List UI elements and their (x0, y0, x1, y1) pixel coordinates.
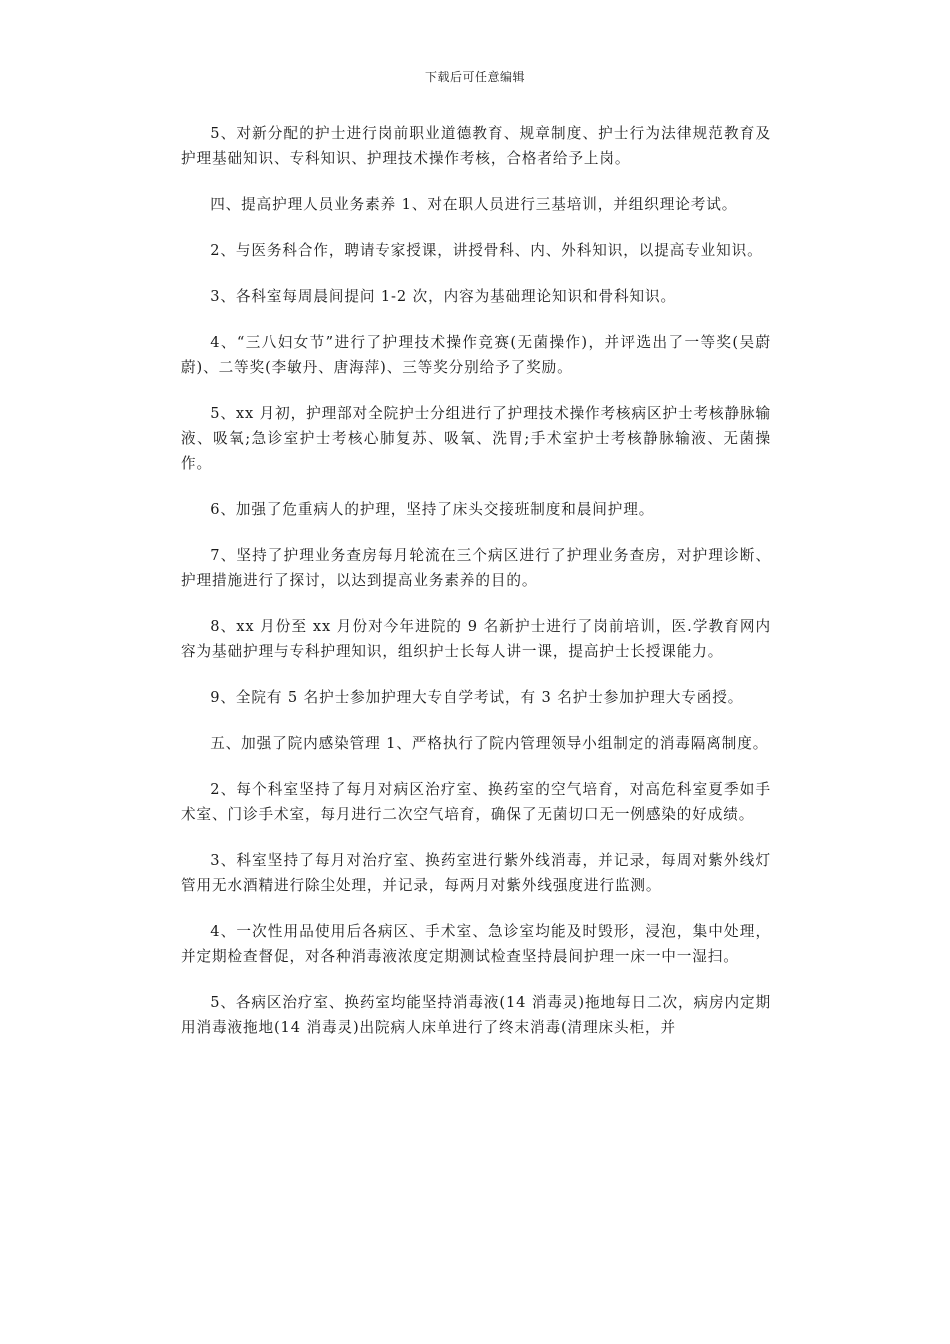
paragraph: 3、科室坚持了每月对治疗室、换药室进行紫外线消毒，并记录，每周对紫外线灯管用无水酒精进行除尘处理，并记录，每两月对紫外线强度进行监测。 (181, 852, 771, 894)
paragraph: 5、对新分配的护士进行岗前职业道德教育、规章制度、护士行为法律规范教育及护理基础知识、专科知识、护理技术操作考核，合格者给予上岗。 (181, 125, 771, 167)
paragraph: 7、坚持了护理业务查房每月轮流在三个病区进行了护理业务查房，对护理诊断、护理措施进行了探讨，以达到提高业务素养的目的。 (181, 547, 771, 589)
paragraph: 3、各科室每周晨间提问 1-2 次，内容为基础理论知识和骨科知识。 (210, 288, 676, 305)
paragraph: 2、每个科室坚持了每月对病区治疗室、换药室的空气培育，对高危科室夏季如手术室、门诊手术室，每月进行二次空气培育，确保了无菌切口无一例感染的好成绩。 (181, 781, 771, 823)
document-body (181, 121, 771, 1061)
page-header: 下载后可任意编辑 (424, 70, 525, 84)
paragraph: 四、提高护理人员业务素养 1、对在职人员进行三基培训，并组织理论考试。 (210, 196, 738, 213)
paragraph: 5、各病区治疗室、换药室均能坚持消毒液(14 消毒灵)拖地每日二次，病房内定期用消毒液拖地(14 消毒灵)出院病人床单进行了终末消毒(清理床头柜，并 (181, 994, 771, 1036)
paragraph: 五、加强了院内感染管理 1、严格执行了院内管理领导小组制定的消毒隔离制度。 (210, 735, 769, 752)
paragraph: 6、加强了危重病人的护理，坚持了床头交接班制度和晨间护理。 (210, 501, 655, 518)
paragraph: 9、全院有 5 名护士参加护理大专自学考试，有 3 名护士参加护理大专函授。 (210, 689, 744, 706)
paragraph: 2、与医务科合作，聘请专家授课，讲授骨科、内、外科知识，以提高专业知识。 (210, 242, 763, 259)
paragraph: 5、xx 月初，护理部对全院护士分组进行了护理技术操作考核病区护士考核静脉输液、吸氧;急诊室护士考核心肺复苏、吸氧、洗胃;手术室护士考核静脉输液、无菌操作。 (181, 405, 771, 472)
paragraph: 4、“三八妇女节”进行了护理技术操作竞赛(无菌操作)，并评选出了一等奖(吴蔚蔚)、二等奖(李敏丹、唐海萍)、三等奖分别给予了奖励。 (181, 334, 771, 376)
paragraph: 4、一次性用品使用后各病区、手术室、急诊室均能及时毁形，浸泡，集中处理，并定期检查督促，对各种消毒液浓度定期测试检查坚持晨间护理一床一中一湿扫。 (181, 923, 771, 965)
paragraph: 8、xx 月份至 xx 月份对今年进院的 9 名新护士进行了岗前培训，医.学教育网内容为基础护理与专科护理知识，组织护士长每人讲一课，提高护士长授课能力。 (181, 618, 771, 660)
